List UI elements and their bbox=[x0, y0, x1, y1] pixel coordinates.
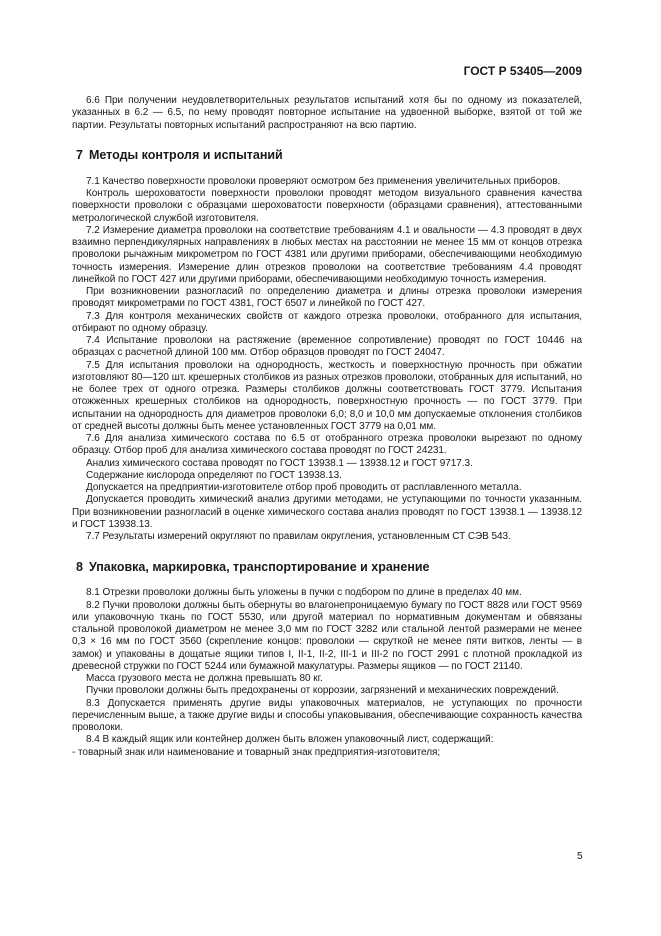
paragraph: 7.3 Для контроля механических свойств от каждого отрезка проволоки, отобранного для испытания, отбирают по одному образцу. bbox=[72, 310, 582, 334]
paragraph: Пучки проволоки должны быть предохранены от коррозии, загрязнений и механических повреждений. bbox=[86, 685, 559, 697]
paragraph: При возникновении разногласий по определению диаметра и длины отрезка проволоки измерения проводят микрометрами по ГОСТ 4381, ГОСТ 6507 и линейкой по ГОСТ 427. bbox=[72, 286, 582, 310]
paragraph: 8.1 Отрезки проволоки должны быть уложены в пучки с подбором по длине в пределах 40 мм. bbox=[86, 587, 522, 599]
paragraph: 7.2 Измерение диаметра проволоки на соответствие требованиям 4.1 и овальности — 4.3 проводят в двух взаимно перпендикулярных направлениях в любых местах на расстоянии не менее 15 мм от концов отрезка проволоки рычажным микрометром по ГОСТ 4381 или другими приборами, обеспечивающими необходимую точность измерения. Измерение длин отрезков проволоки на соответствие требованиям 4.4 проводят линейкой по ГОСТ 427 или другими приборами, обеспечивающими необходимую точность измерения. bbox=[72, 224, 582, 285]
list-item: - товарный знак или наименование и товарный знак предприятия-изготовителя; bbox=[72, 746, 441, 758]
paragraph: 8.4 В каждый ящик или контейнер должен быть вложен упаковочный лист, содержащий: bbox=[86, 734, 494, 746]
paragraph: Допускается проводить химический анализ другими методами, не уступающими по точности указанным. При возникновении разногласий в оценке химического состава анализ проводят по ГОСТ 13938.1 — 13938.12 и ГОСТ 13938.13. bbox=[72, 494, 582, 530]
section-7-number: 7 bbox=[76, 147, 83, 162]
paragraph: 8.2 Пучки проволоки должны быть обернуты во влагонепроницаемую бумагу по ГОСТ 8828 или ГОСТ 9569 или упаковочную ткань по ГОСТ 5530, или другой материал по нормативным документам и обвязаны стальной проволокой диаметром не менее 3,0 мм по ГОСТ 3282 или стальной лентой размерами не менее 0,3 × 16 мм по ГОСТ 3560 (скрепление концов: проволоки — скруткой не менее пяти витков, ленты — в замок) и упакованы в дощатые ящики типов I, II-1, II-2, III-1 и III-2 по ГОСТ 2991 с плотной прокладкой из древесной стружки по ГОСТ 5244 или бумажной макулатуры. Размеры ящиков — по ГОСТ 21140. bbox=[72, 599, 582, 672]
standard-header: ГОСТ Р 53405—2009 bbox=[463, 64, 582, 78]
paragraph: Содержание кислорода определяют по ГОСТ 13938.13. bbox=[86, 469, 342, 481]
paragraph: 7.7 Результаты измерений округляют по правилам округления, установленным СТ СЭВ 543. bbox=[86, 531, 511, 542]
paragraph: 8.3 Допускается применять другие виды упаковочных материалов, не уступающих по прочности перечисленным выше, а также другие виды и способы упаковывания, обеспечивающие сохранность качества проволоки. bbox=[72, 697, 582, 733]
section-7-title: Методы контроля и испытаний bbox=[88, 147, 283, 162]
paragraph: 7.4 Испытание проволоки на растяжение (временное сопротивление) проводят по ГОСТ 10446 на образцах с расчетной длиной 100 мм. Отбор образцов проводят по ГОСТ 24047. bbox=[72, 335, 582, 359]
paragraph: 7.1 Качество поверхности проволоки проверяют осмотром без применения увеличительных приборов. bbox=[86, 175, 561, 187]
section-8-heading bbox=[72, 560, 582, 574]
paragraph: 7.5 Для испытания проволоки на однородность, жесткость и поверхностную прочность при обжатии изготовляют 80—120 шт. крешерных столбиков из разных отрезков проволоки, отобранных для испытаний, но не более трех от одного отрезка. Размеры столбиков должны соответствовать ГОСТ 3779. Испытания отожженных крешерных столбиков на однородность, поверхностную прочность — по ГОСТ 3779. При испытании на однородность для диаметров проволоки 6,0; 8,0 и 10,0 мм допускаемые отклонения столбиков от средней высоты должны быть менее установленных ГОСТ 3779 на 0,01 мм. bbox=[72, 359, 582, 432]
paragraph: Масса грузового места не должна превышать 80 кг. bbox=[86, 673, 323, 684]
paragraph: Контроль шероховатости поверхности проволоки проводят методом визуального сравнения качества поверхности проволоки с образцами шероховатости поверхности (образцами сравнения), аттестованными метрологической службой изготовителя. bbox=[72, 188, 582, 224]
paragraph: 7.6 Для анализа химического состава по 6.5 от отобранного отрезка проволоки вырезают по одному образцу. Отбор проб для анализа химического состава проводят по ГОСТ 24231. bbox=[72, 433, 582, 457]
paragraph: Допускается на предприятии-изготовителе отбор проб проводить от расплавленного металла. bbox=[86, 482, 522, 493]
paragraph: Анализ химического состава проводят по ГОСТ 13938.1 — 13938.12 и ГОСТ 9717.3. bbox=[86, 457, 473, 469]
section-7-heading bbox=[72, 148, 582, 162]
section-8-number: 8 bbox=[76, 560, 83, 575]
page-number: 5 bbox=[577, 851, 583, 862]
paragraph-6-6: 6.6 При получении неудовлетворительных результатов испытаний хотя бы по одному из показателей, указанных в 6.2 — 6.5, по нему проводят повторное испытание на удвоенной выборке, взятой от той же партии. Результаты повторных испытаний распространяют на всю партию. bbox=[72, 95, 582, 131]
document-body bbox=[72, 95, 582, 759]
section-8-title: Упаковка, маркировка, транспортирование и хранение bbox=[88, 560, 430, 575]
